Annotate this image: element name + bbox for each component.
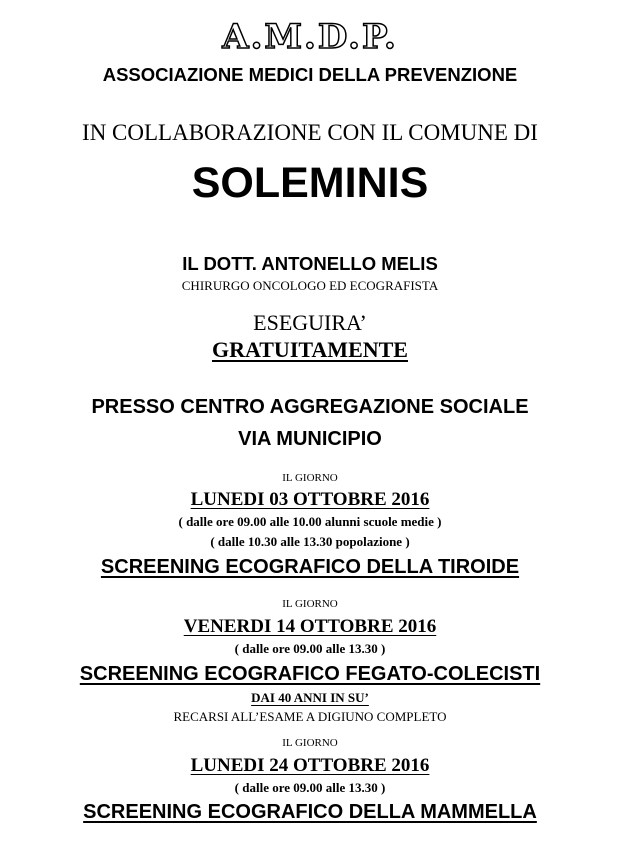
doctor-title: CHIRURGO ONCOLOGO ED ECOGRAFISTA [181, 278, 439, 293]
event-3-screening: SCREENING ECOGRAFICO DELLA MAMMELLA [83, 801, 537, 823]
free-of-charge: GRATUITAMENTE [212, 337, 408, 362]
event-2-age: DAI 40 ANNI IN SU’ [251, 690, 369, 705]
event-3-date: LUNEDI 24 OTTOBRE 2016 [190, 755, 430, 776]
will-perform: ESEGUIRA’ [253, 310, 367, 335]
event-2-note: RECARSI ALL’ESAME A DIGIUNO COMPLETO [173, 709, 447, 724]
association-name: ASSOCIAZIONE MEDICI DELLA PREVENZIONE [102, 64, 518, 85]
event-1-hours-2: ( dalle 10.30 alle 13.30 popolazione ) [210, 534, 410, 549]
event-2-date: VENERDI 14 OTTOBRE 2016 [183, 616, 437, 637]
event-2-day-label: IL GIORNO [282, 598, 338, 610]
doctor-name: IL DOTT. ANTONELLO MELIS [182, 253, 438, 274]
collaboration-line: IN COLLABORAZIONE CON IL COMUNE DI [82, 120, 538, 145]
event-1-date: LUNEDI 03 OTTOBRE 2016 [190, 489, 430, 510]
location-line-1: PRESSO CENTRO AGGREGAZIONE SOCIALE [91, 396, 529, 418]
event-2-screening: SCREENING ECOGRAFICO FEGATO-COLECISTI [79, 663, 541, 685]
event-3-day-label: IL GIORNO [282, 737, 338, 749]
event-2-hours: ( dalle ore 09.00 alle 13.30 ) [234, 641, 386, 656]
event-1-hours-1: ( dalle ore 09.00 alle 10.00 alunni scuole medie ) [178, 514, 442, 529]
location-line-2: VIA MUNICIPIO [238, 428, 382, 450]
town-name: SOLEMINIS [191, 159, 429, 207]
event-3-hours: ( dalle ore 09.00 alle 13.30 ) [234, 780, 386, 795]
association-acronym: A.M.D.P. [222, 17, 398, 57]
event-1-day-label: IL GIORNO [282, 472, 338, 484]
event-1-screening: SCREENING ECOGRAFICO DELLA TIROIDE [100, 556, 520, 578]
